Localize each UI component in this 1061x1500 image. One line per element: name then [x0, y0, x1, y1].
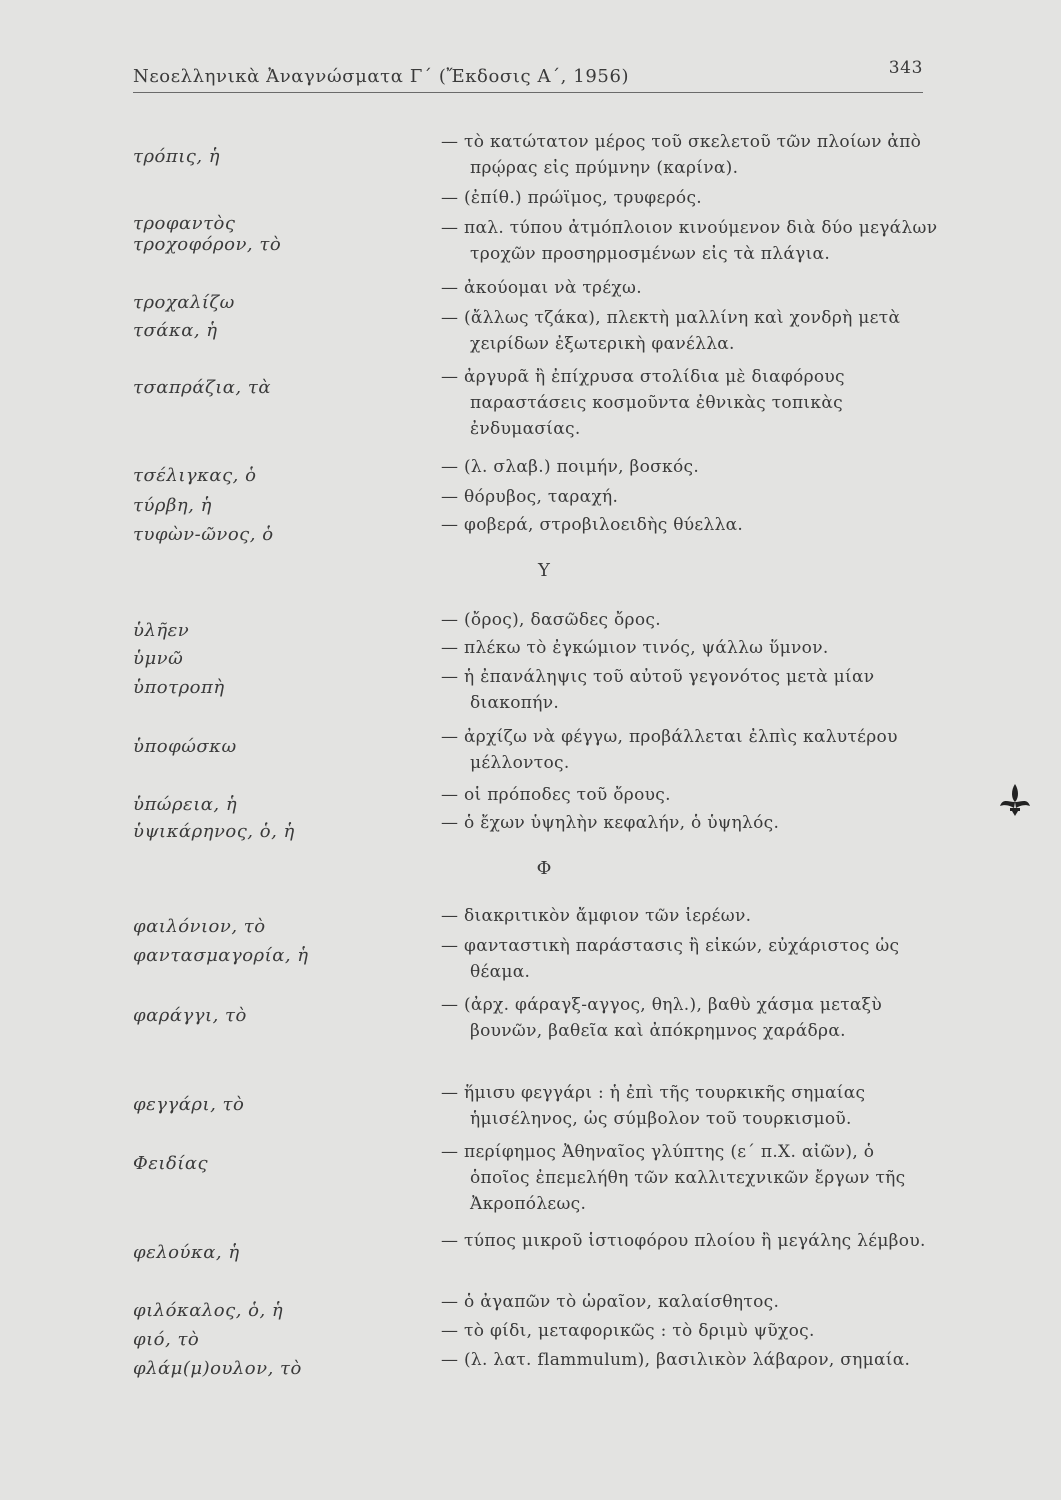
entry-term: τσάκα, ἡ	[133, 320, 218, 341]
entry-definition: — ἀκούομαι νὰ τρέχω.	[441, 278, 642, 298]
entry-term: ὑποφώσκω	[133, 736, 237, 757]
entry-definition: — ἀργυρᾶ ἢ ἐπίχρυσα στολίδια μὲ διαφόρους παραστάσεις κοσμοῦντα ἐθνικὰς τοπικὰς ἐνδυμασίας.	[441, 367, 845, 439]
entry-term: φιό, τὸ	[133, 1329, 200, 1350]
entry-definition: — (λ. λατ. flammulum), βασιλικὸν λάβαρον, σημαία.	[441, 1350, 911, 1370]
entry-term: ὑποτροπὴ	[133, 677, 225, 698]
entry-definition: — πλέκω τὸ ἐγκώμιον τινός, ψάλλω ὕμνον.	[441, 638, 829, 658]
entry-definition: — παλ. τύπου ἀτμόπλοιον κινούμενον διὰ δύο μεγάλων τροχῶν προσηρμοσμένων εἰς τὰ πλάγια.	[441, 218, 938, 264]
entry-definition: — ὁ ἔχων ὑψηλὴν κεφαλήν, ὁ ὑψηλός.	[441, 813, 780, 833]
entry-definition: — (λ. σλαβ.) ποιμήν, βοσκός.	[441, 457, 700, 477]
entry-definition: — φοβερά, στροβιλοειδὴς θύελλα.	[441, 515, 744, 535]
entry-definition: — (ἀρχ. φάραγξ-αγγος, θηλ.), βαθὺ χάσμα μεταξὺ βουνῶν, βαθεῖα καὶ ἀπόκρημνος χαράδρα.	[441, 995, 882, 1041]
entry-term: τροχαλίζω	[133, 292, 235, 313]
entry-term: τύρβη, ἡ	[133, 495, 212, 516]
entry-term: φαιλόνιον, τὸ	[133, 916, 266, 937]
entry-term: φεγγάρι, τὸ	[133, 1094, 245, 1115]
entry-definition: — φανταστικὴ παράστασις ἢ εἰκών, εὐχάριστος ὡς θέαμα.	[441, 936, 900, 982]
entry-definition: — ἡ ἐπανάληψις τοῦ αὐτοῦ γεγονότος μετὰ μίαν διακοπήν.	[441, 667, 875, 713]
lily-ornament-icon	[998, 778, 1032, 818]
entry-term: ὑμνῶ	[133, 648, 184, 669]
entry-term: ὑλῆεν	[133, 620, 190, 641]
entry-term: τροχοφόρον, τὸ	[133, 234, 282, 255]
entry-term: τυφὼν-ῶνος, ὁ	[133, 524, 274, 545]
running-title: Νεοελληνικὰ Ἀναγνώσματα Γ΄ (Ἔκδοσις Α΄, 1956)	[133, 66, 630, 87]
entry-term: ὑπώρεια, ἡ	[133, 794, 238, 815]
entry-term: φαντασμαγορία, ἡ	[133, 945, 309, 966]
entry-definition: — (ἄλλως τζάκα), πλεκτὴ μαλλίνη καὶ χονδρὴ μετὰ χειρίδων ἐξωτερικὴ φανέλλα.	[441, 308, 901, 354]
entry-term: τσέλιγκας, ὁ	[133, 465, 257, 486]
page-number: 343	[888, 58, 923, 78]
entry-definition: — τὸ φίδι, μεταφορικῶς : τὸ δριμὺ ψῦχος.	[441, 1321, 815, 1341]
entry-term: φλάμ(μ)ουλον, τὸ	[133, 1358, 302, 1379]
entry-definition: — (ἐπίθ.) πρώϊμος, τρυφερός.	[441, 188, 702, 208]
entry-definition: — ἀρχίζω νὰ φέγγω, προβάλλεται ἐλπὶς καλυτέρου μέλλοντος.	[441, 727, 898, 773]
entry-definition: — ὁ ἀγαπῶν τὸ ὡραῖον, καλαίσθητος.	[441, 1292, 780, 1312]
entry-definition: — τύπος μικροῦ ἱστιοφόρου πλοίου ἢ μεγάλης λέμβου.	[441, 1231, 926, 1251]
entry-term: ὑψικάρηνος, ὁ, ἡ	[133, 821, 295, 842]
entry-term: Φειδίας	[133, 1153, 209, 1174]
entry-term: φαράγγι, τὸ	[133, 1005, 247, 1026]
entry-term: τρόπις, ἡ	[133, 146, 221, 167]
entry-definition: — τὸ κατώτατον μέρος τοῦ σκελετοῦ τῶν πλοίων ἀπὸ πρῴρας εἰς πρύμνην (καρίνα).	[441, 132, 922, 178]
entry-definition: — θόρυβος, ταραχή.	[441, 487, 619, 507]
section-letter-phi: Φ	[536, 858, 552, 879]
entry-definition: — οἱ πρόποδες τοῦ ὄρους.	[441, 785, 671, 805]
section-letter-upsilon: Υ	[538, 560, 550, 581]
entry-term: φιλόκαλος, ὁ, ἡ	[133, 1300, 284, 1321]
entry-definition: — περίφημος Ἀθηναῖος γλύπτης (ε΄ π.Χ. αἰῶν), ὁ ὁποῖος ἐπεμελήθη τῶν καλλιτεχνικῶν ἔργων τῆς Ἀκροπόλεως.	[441, 1142, 906, 1214]
entry-definition: — ἥμισυ φεγγάρι : ἡ ἐπὶ τῆς τουρκικῆς σημαίας ἡμισέληνος, ὡς σύμβολον τοῦ τουρκισμοῦ.	[441, 1083, 866, 1129]
entry-definition: — διακριτικὸν ἄμφιον τῶν ἱερέων.	[441, 906, 752, 926]
entry-definition: — (ὄρος), δασῶδες ὄρος.	[441, 610, 661, 630]
header-rule	[133, 92, 923, 93]
entry-term: φελούκα, ἡ	[133, 1242, 240, 1263]
entry-term: τροφαντὸς	[133, 213, 236, 234]
entry-term: τσαπράζια, τὰ	[133, 377, 271, 398]
